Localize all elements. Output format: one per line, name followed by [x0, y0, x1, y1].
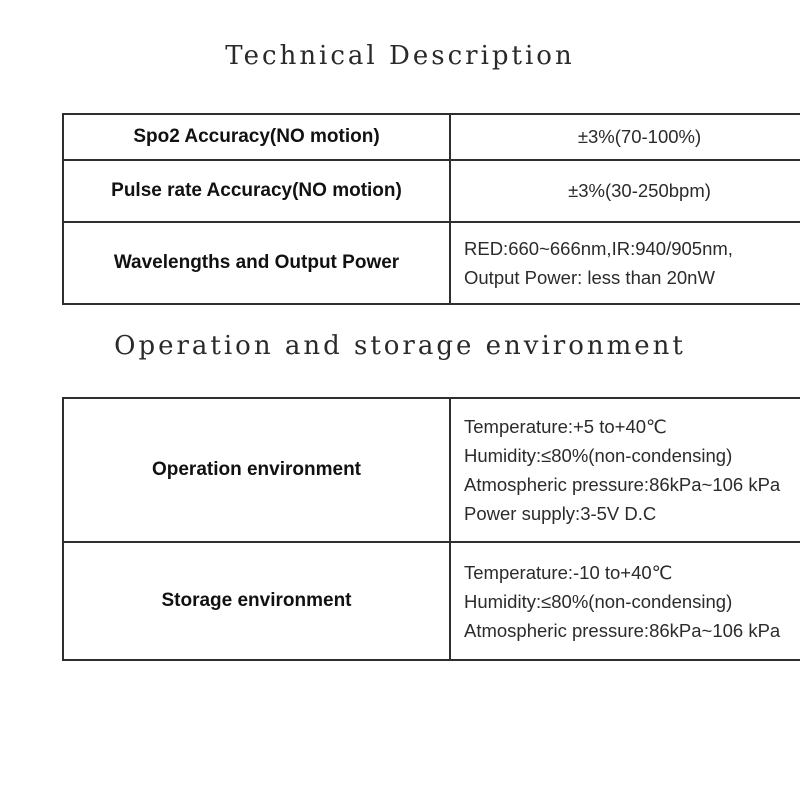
row-label-operation-environment: Operation environment	[63, 398, 450, 542]
row-value-spo2-accuracy: ±3%(70-100%)	[450, 114, 800, 160]
row-value-storage-environment	[450, 542, 800, 660]
table-row	[63, 398, 800, 542]
value-line: Humidity:≤80%(non-condensing)	[464, 590, 733, 612]
table-row	[63, 542, 800, 660]
row-label-pulse-rate-accuracy: Pulse rate Accuracy(NO motion)	[63, 160, 450, 222]
value-line: Output Power: less than 20nW	[464, 267, 715, 288]
row-value-operation-environment	[450, 398, 800, 542]
operation-storage-environment-table	[62, 397, 800, 661]
value-line: Atmospheric pressure:86kPa~106 kPa	[464, 474, 781, 495]
value-line: RED:660~666nm,IR:940/905nm,	[464, 238, 733, 259]
section-title-technical-description: Technical Description	[225, 41, 575, 71]
value-line: Humidity:≤80%(non-condensing)	[464, 445, 733, 466]
row-label-spo2-accuracy: Spo2 Accuracy(NO motion)	[63, 114, 450, 160]
table-row	[63, 114, 800, 160]
row-value-pulse-rate-accuracy: ±3%(30-250bpm)	[450, 160, 800, 222]
section-title-operation-storage-environment: Operation and storage environment	[114, 331, 686, 361]
value-line: Temperature:+5 to+40℃	[464, 416, 667, 437]
row-value-wavelengths-output-power	[450, 222, 800, 304]
table-row	[63, 160, 800, 222]
value-line: Power supply:3-5V D.C	[464, 503, 657, 524]
row-label-storage-environment: Storage environment	[63, 542, 450, 660]
row-label-wavelengths-output-power: Wavelengths and Output Power	[63, 222, 450, 304]
value-line: Temperature:-10 to+40℃	[464, 561, 673, 583]
table-row	[63, 222, 800, 304]
technical-description-table	[62, 113, 800, 305]
value-line: Atmospheric pressure:86kPa~106 kPa	[464, 619, 781, 641]
